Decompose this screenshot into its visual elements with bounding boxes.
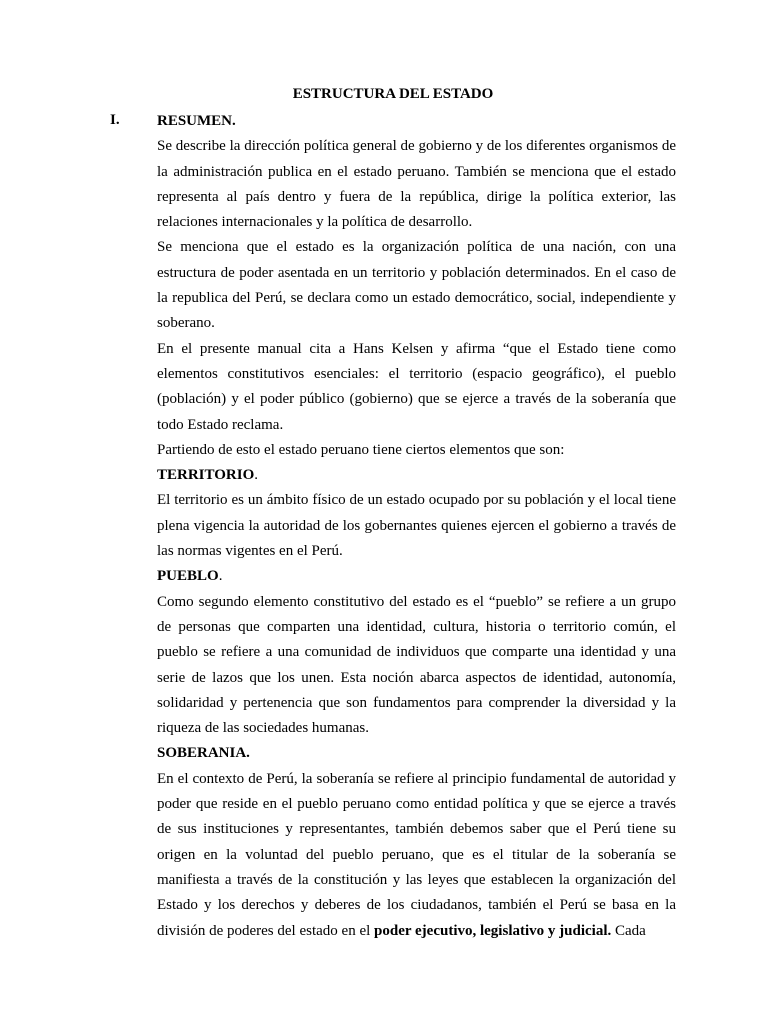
paragraph-soberania (157, 767, 676, 944)
subheading-pueblo-dot: . (218, 568, 223, 585)
section-number: I. (110, 112, 120, 128)
section-heading-resumen: RESUMEN. (157, 113, 236, 129)
subheading-territorio-text: TERRITORIO (157, 467, 255, 484)
paragraph-elementos: Partiendo de esto el estado peruano tiene ciertos elementos que son: (157, 441, 565, 458)
paragraph-direccion-politica: Se describe la dirección política general de gobierno y de los diferentes organismos de la administración publica en el estado peruano. También se menciona que el estado representa al país dentro y fuera de la república, dirige la política exterior, las relaciones internacionales y la política de desarrollo. (157, 138, 676, 231)
paragraph-hans-kelsen: En el presente manual cita a Hans Kelsen y afirma “que el Estado tiene como elementos constitutivos esenciales: el territorio (espacio geográfico), el pueblo (población) y el poder público (gobierno) que se ejerce a través de la soberanía que todo Estado reclama. (157, 340, 676, 433)
paragraph-territorio: El territorio es un ámbito físico de un estado ocupado por su población y el local tiene plena vigencia la autoridad de los gobernantes quienes ejercen el gobierno a través de las normas vigentes en el Perú. (157, 492, 676, 560)
paragraph-organizacion-politica: Se menciona que el estado es la organización política de una nación, con una estructura de poder asentada en un territorio y población determinados. En el caso de la republica del Perú, se declara como un estado democrático, social, independiente y soberano. (157, 239, 676, 332)
subheading-pueblo (157, 564, 676, 589)
paragraph-soberania-start: En el contexto de Perú, la soberanía se refiere al principio fundamental de autoridad y poder que reside en el pueblo peruano como entidad política y que se ejerce a través de sus instituciones y representantes, también debemos saber que el Perú tiene su origen en la voluntad del pueblo peruano, que es el titular de la soberanía se manifiesta a través de la constitución y las leyes que establecen la organización del Estado y los derechos y deberes de los ciudadanos, también el Perú se basa en la división de poderes del estado en el (157, 770, 676, 939)
paragraph-soberania-bold: poder ejecutivo, legislativo y judicial. (374, 922, 612, 939)
paragraph-pueblo: Como segundo elemento constitutivo del estado es el “pueblo” se refiere a un grupo de personas que comparten una identidad, cultura, historia o territorio común, el pueblo se refiere a una comunidad de individuos que comparte una identidad y una serie de lazos que los unen. Esta noción abarca aspectos de identidad, autonomía, solidaridad y pertenencia que son fundamentos para comprender la diversidad y la riqueza de las sociedades humanas. (157, 593, 676, 737)
subheading-territorio-dot: . (254, 467, 259, 484)
subheading-territorio (157, 463, 676, 488)
subheading-soberania: SOBERANIA. (157, 745, 250, 762)
document-body (157, 109, 676, 944)
document-title: ESTRUCTURA DEL ESTADO (292, 86, 494, 102)
paragraph-soberania-end: Cada (611, 922, 646, 939)
subheading-pueblo-text: PUEBLO (157, 568, 219, 585)
